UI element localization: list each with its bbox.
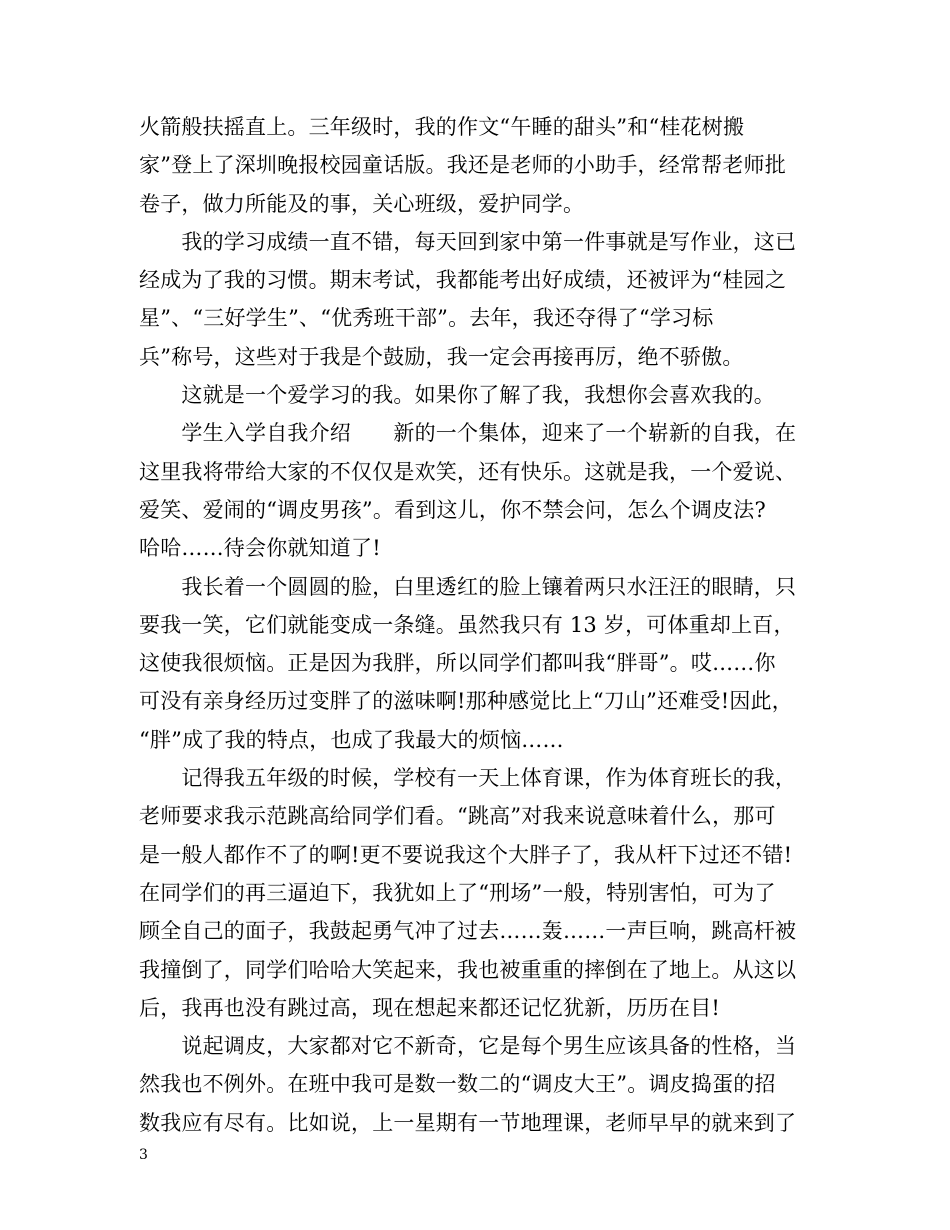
text-line: 记得我五年级的时候，学校有一天上体育课，作为体育班长的我， — [139, 766, 797, 791]
text-line: 哈哈……待会你就知道了! — [139, 536, 381, 561]
text-line: 这里我将带给大家的不仅仅是欢笑，还有快乐。这就是我，一个爱说、 — [139, 459, 797, 484]
text-line: 说起调皮，大家都对它不新奇，它是每个男生应该具备的性格，当 — [139, 1034, 797, 1059]
text-line: 然我也不例外。在班中我可是数一数二的“调皮大王”。调皮捣蛋的招 — [139, 1072, 776, 1097]
page-number: 3 — [139, 1147, 148, 1163]
text-line: 我撞倒了，同学们哈哈大笑起来，我也被重重的摔倒在了地上。从这以 — [139, 957, 797, 982]
text-line: 数我应有尽有。比如说，上一星期有一节地理课，老师早早的就来到了 — [139, 1110, 797, 1135]
text-line: 兵”称号，这些对于我是个鼓励，我一定会再接再厉，绝不骄傲。 — [139, 344, 744, 369]
text-line: 这使我很烦恼。正是因为我胖，所以同学们都叫我“胖哥”。哎……你 — [139, 651, 776, 676]
text-line: 我的学习成绩一直不错，每天回到家中第一件事就是写作业，这已 — [139, 229, 797, 254]
body-text — [139, 108, 819, 1142]
text-line: 要我一笑，它们就能变成一条缝。虽然我只有 13 岁，可体重却上百， — [139, 612, 795, 637]
text-line: “胖”成了我的特点，也成了我最大的烦恼…… — [139, 727, 564, 752]
text-line: 是一般人都作不了的啊!更不要说我这个大胖子了，我从杆下过还不错! — [139, 842, 793, 867]
text-line: 火箭般扶摇直上。三年级时，我的作文“午睡的甜头”和“桂花树搬 — [139, 115, 745, 139]
text-line: 可没有亲身经历过变胖了的滋味啊!那种感觉比上“刀山”还难受!因此， — [139, 689, 793, 714]
text-line: 卷子，做力所能及的事，关心班级，爱护同学。 — [139, 191, 585, 216]
text-line: 后，我再也没有跳过高，现在想起来都还记忆犹新，历历在目! — [139, 995, 721, 1020]
text-line: 我长着一个圆圆的脸，白里透红的脸上镶着两只水汪汪的眼睛，只 — [139, 574, 797, 599]
text-line: 家”登上了深圳晚报校园童话版。我还是老师的小助手，经常帮老师批 — [139, 153, 786, 178]
text-line: 这就是一个爱学习的我。如果你了解了我，我想你会喜欢我的。 — [139, 383, 775, 408]
text-line: 星”、“三好学生”、“优秀班干部”。去年，我还夺得了“学习标 — [139, 306, 714, 331]
text-line: 学生入学自我介绍 新的一个集体，迎来了一个崭新的自我，在 — [139, 421, 797, 446]
text-line: 在同学们的再三逼迫下，我犹如上了“刑场”一般，特别害怕，可为了 — [139, 880, 776, 905]
text-line: 爱笑、爱闹的“调皮男孩”。看到这儿，你不禁会问，怎么个调皮法? — [139, 497, 766, 522]
text-line: 经成为了我的习惯。期末考试，我都能考出好成绩，还被评为“桂园之 — [139, 268, 786, 293]
text-line: 老师要求我示范跳高给同学们看。“跳高”对我来说意味着什么，那可 — [139, 804, 776, 829]
text-line: 顾全自己的面子，我鼓起勇气冲了过去……轰……一声巨响，跳高杆被 — [139, 919, 797, 944]
